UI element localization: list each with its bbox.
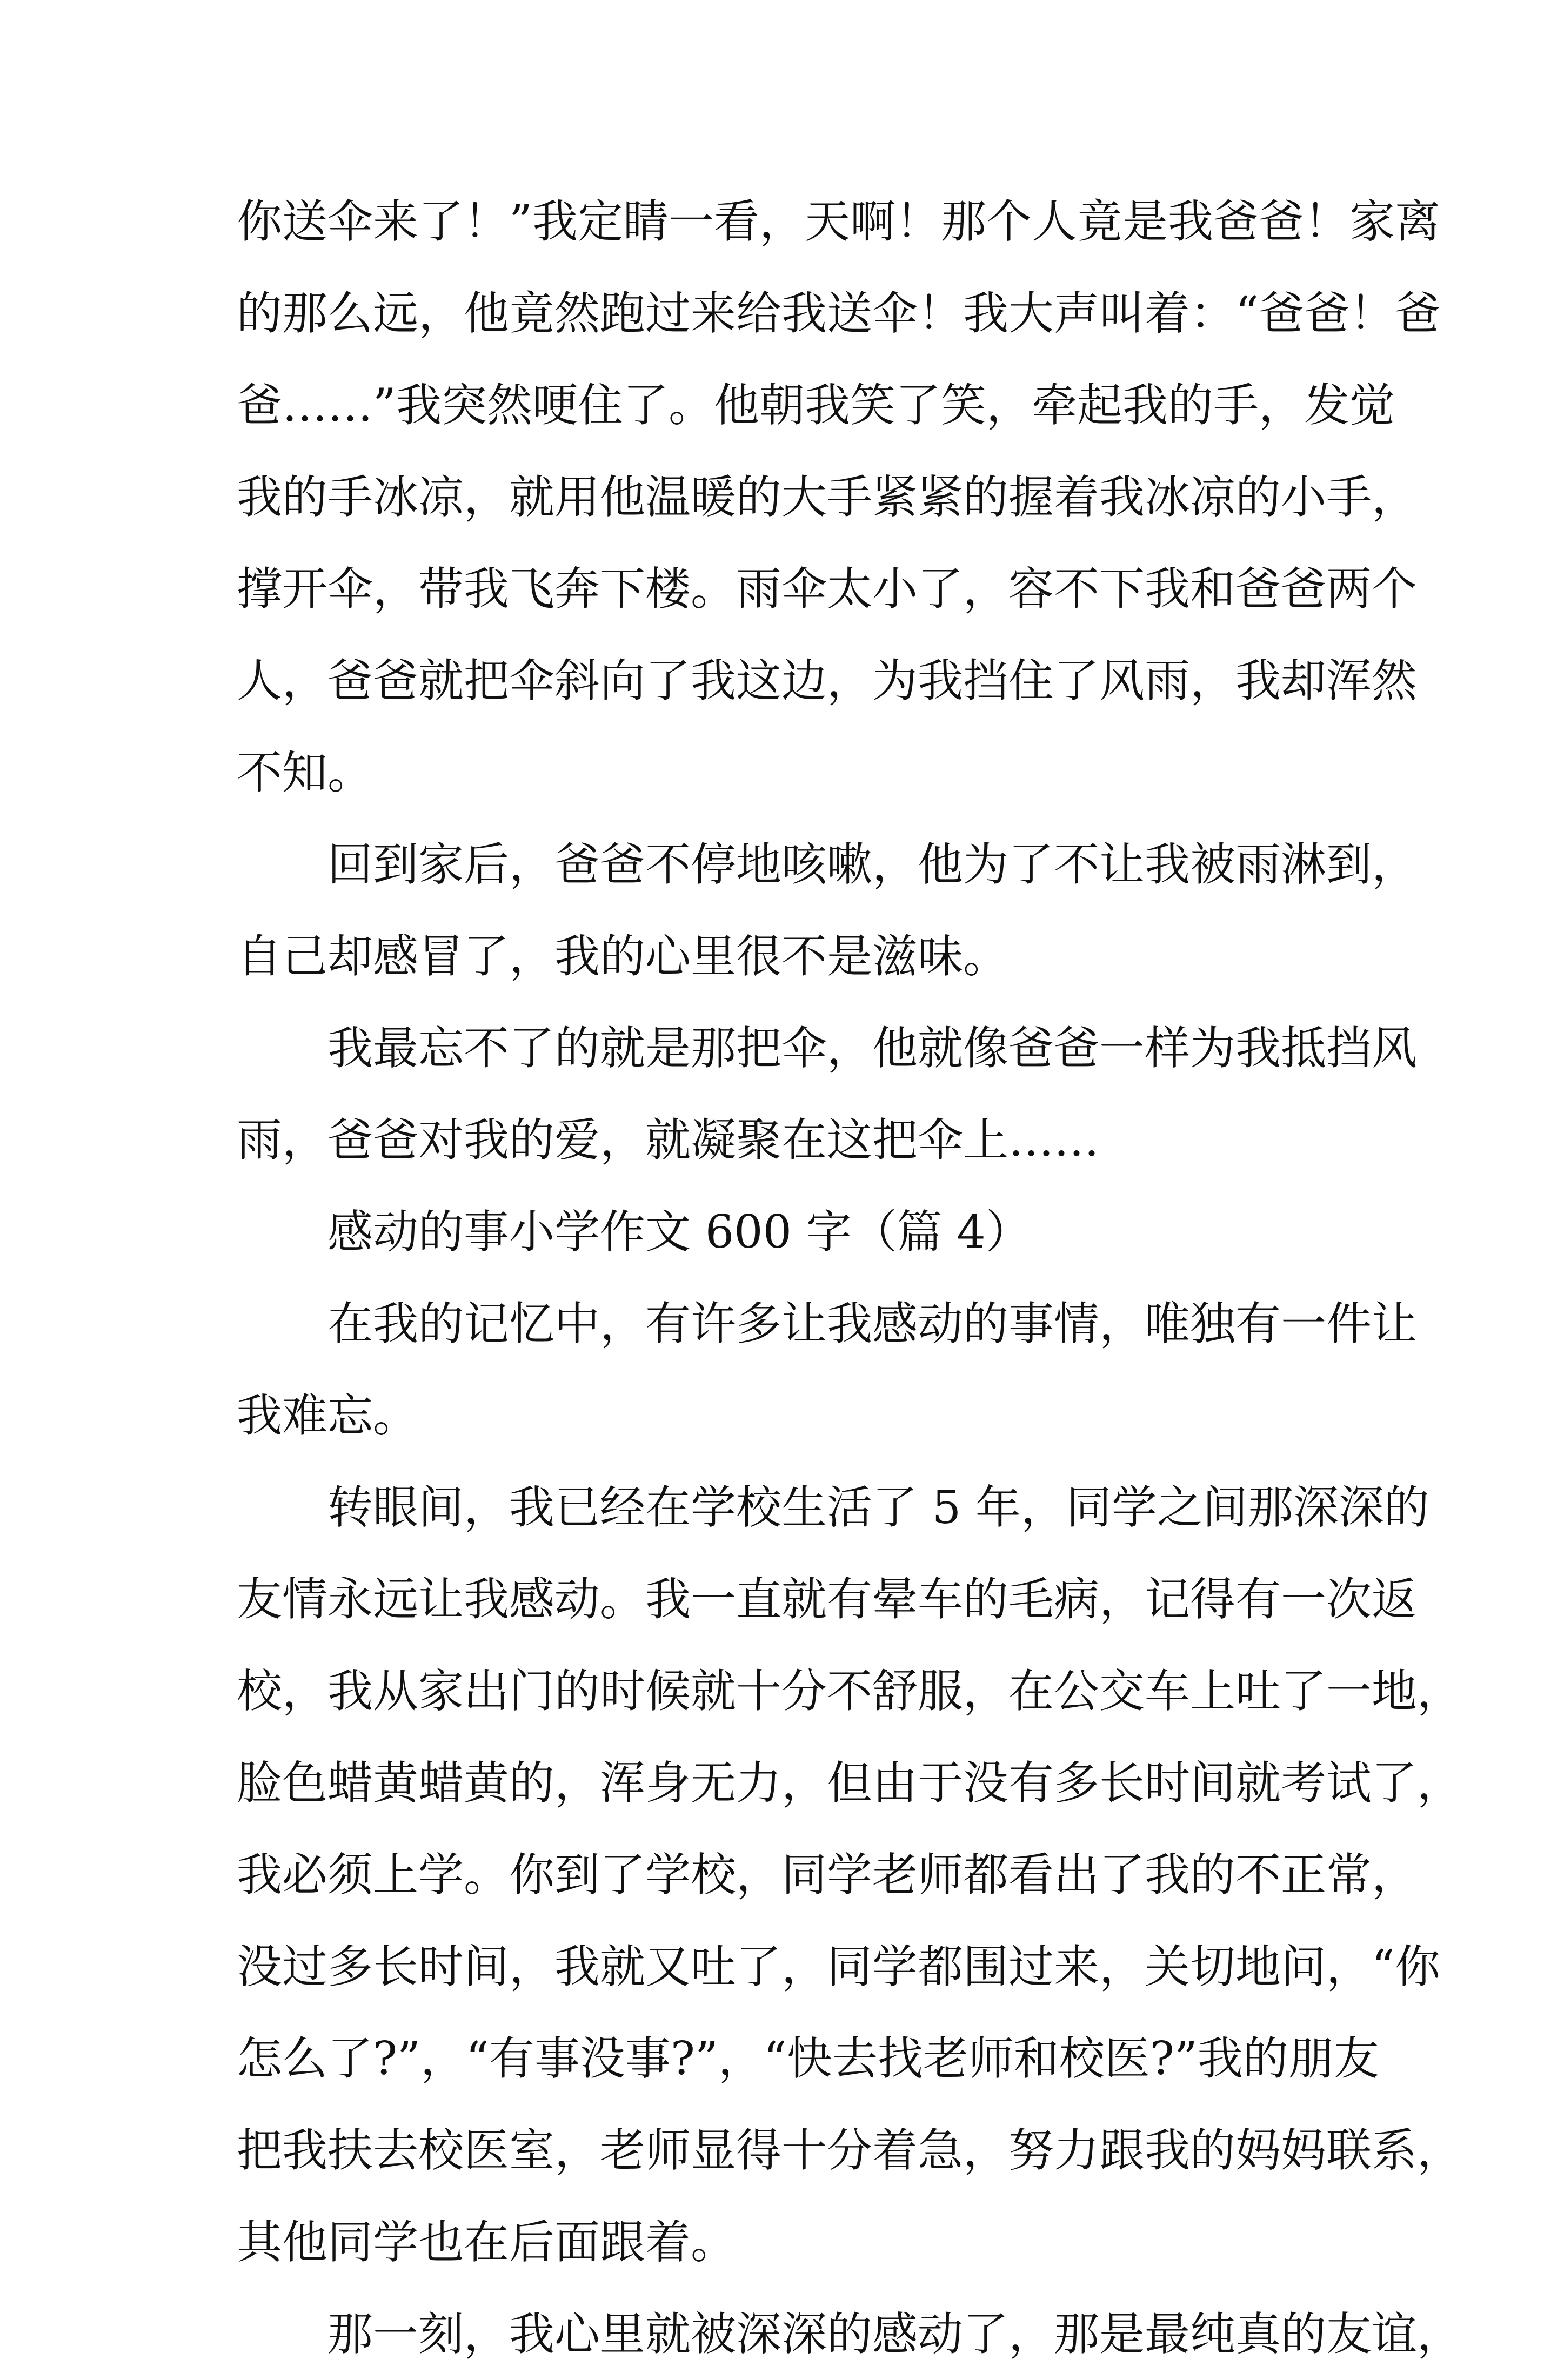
- section-heading: [237, 1186, 1328, 1278]
- text-line: 不知。: [237, 746, 373, 799]
- text-line: 人，爸爸就把伞斜向了我这边，为我挡住了风雨，我却浑然: [237, 654, 1418, 707]
- text-line: 我必须上学。你到了学校，同学老师都看出了我的不正常，: [237, 1848, 1418, 1901]
- text-line: 你送伞来了！”我定睛一看，天啊！那个人竟是我爸爸！家离: [237, 195, 1440, 248]
- paragraph-umbrella-memory: [237, 1002, 1418, 1186]
- text-line: 没过多长时间，我就又吐了，同学都围过来，关切地问，“你: [237, 1940, 1440, 1993]
- heading-text: 感动的事小学作文 600 字（篇 4）: [327, 1205, 1031, 1258]
- text-line: 那一刻，我心里就被深深的感动了，那是最纯真的友谊，: [327, 2308, 1463, 2361]
- text-line: 怎么了?”，“有事没事?”，“快去找老师和校医?”我的朋友: [237, 2032, 1379, 2085]
- text-line: 校，我从家出门的时候就十分不舒服，在公交车上吐了一地，: [237, 1665, 1463, 1718]
- paragraph-school-story: [237, 1461, 1463, 2288]
- paragraph-friendship: [237, 2288, 1463, 2380]
- text-line: 我难忘。: [237, 1389, 419, 1442]
- paragraph-memory-intro: [237, 1278, 1418, 1461]
- text-line: 脸色蜡黄蜡黄的，浑身无力，但由于没有多长时间就考试了，: [237, 1756, 1463, 1809]
- text-line: 爸……”我突然哽住了。他朝我笑了笑，牵起我的手，发觉: [237, 379, 1395, 432]
- text-line: 其他同学也在后面跟着。: [237, 2216, 737, 2269]
- document-body: [237, 176, 1463, 2380]
- text-line: 的那么远，他竟然跑过来给我送伞！我大声叫着：“爸爸！爸: [237, 287, 1440, 340]
- text-line: 回到家后，爸爸不停地咳嗽，他为了不让我被雨淋到，: [327, 838, 1418, 891]
- text-line: 在我的记忆中，有许多让我感动的事情，唯独有一件让: [327, 1297, 1418, 1350]
- text-line: 友情永远让我感动。我一直就有晕车的毛病，记得有一次返: [237, 1573, 1418, 1626]
- paragraph-umbrella-story: [237, 176, 1440, 819]
- text-line: 雨，爸爸对我的爱，就凝聚在这把伞上……: [237, 1114, 1100, 1166]
- text-line: 我最忘不了的就是那把伞，他就像爸爸一样为我抵挡风: [327, 1022, 1418, 1075]
- paragraph-back-home: [237, 819, 1418, 1002]
- text-line: 我的手冰凉，就用他温暖的大手紧紧的握着我冰凉的小手，: [237, 471, 1418, 524]
- text-line: 自己却感冒了，我的心里很不是滋味。: [237, 930, 1009, 983]
- text-line: 转眼间，我已经在学校生活了 5 年，同学之间那深深的: [327, 1481, 1429, 1534]
- text-line: 把我扶去校医室，老师显得十分着急，努力跟我的妈妈联系，: [237, 2124, 1463, 2177]
- text-line: 撑开伞，带我飞奔下楼。雨伞太小了，容不下我和爸爸两个: [237, 562, 1418, 615]
